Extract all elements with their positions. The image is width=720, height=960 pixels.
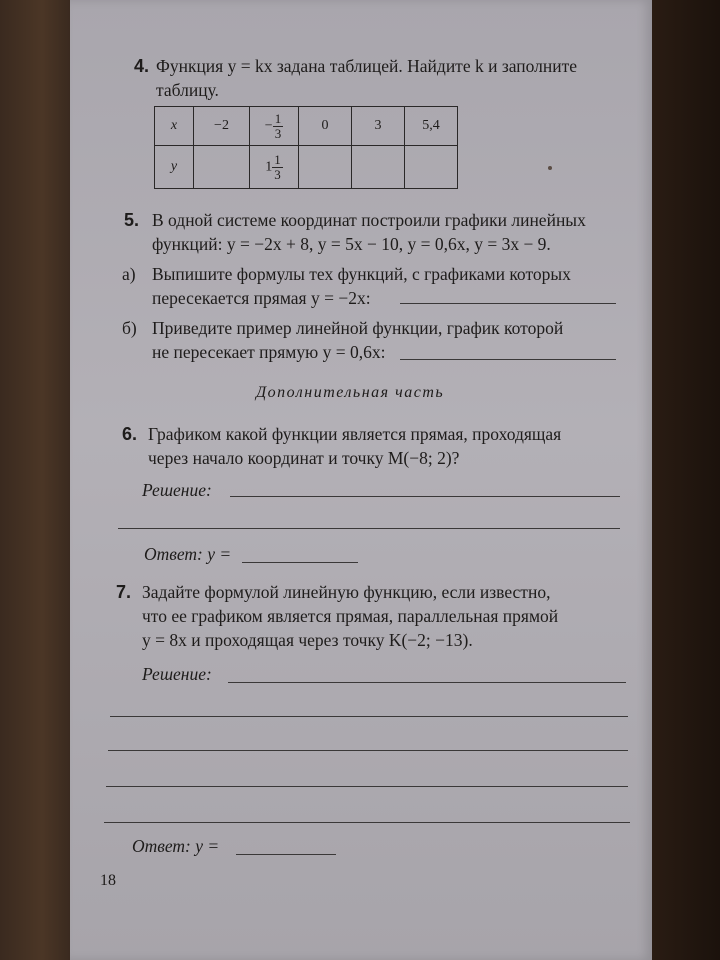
table-cell-empty[interactable]	[352, 146, 405, 189]
table-cell: 3	[352, 107, 405, 146]
solution-line[interactable]	[108, 750, 628, 751]
answer-line-a[interactable]	[400, 303, 616, 304]
table-cell-empty[interactable]	[299, 146, 352, 189]
table-cell-empty[interactable]	[405, 146, 458, 189]
table-cell-fraction	[250, 107, 299, 146]
worksheet-page	[70, 0, 652, 960]
task7-number: 7.	[116, 582, 132, 602]
solution-line[interactable]	[104, 822, 630, 823]
task5-b-label: б)	[122, 318, 137, 338]
solution-line[interactable]	[118, 528, 620, 529]
answer-line[interactable]	[236, 854, 336, 855]
task7-text-line1: Задайте формулой линейную функцию, если известно,	[142, 582, 551, 602]
task4-text-line2: таблицу.	[156, 80, 219, 100]
fraction-denominator: 3	[274, 166, 281, 182]
task7-text-line3: y = 8x и проходящая через точку K(−2; −13).	[142, 630, 473, 650]
table-cell-empty[interactable]	[194, 146, 250, 189]
task5-a-line2: пересекается прямая y = −2x:	[152, 288, 371, 308]
task6-number: 6.	[122, 424, 138, 444]
fraction-numerator: 1	[274, 151, 281, 167]
task7-solution-label: Решение:	[142, 664, 212, 684]
task6-answer-label: Ответ: y =	[144, 544, 232, 564]
solution-line[interactable]	[110, 716, 628, 717]
solution-line[interactable]	[228, 682, 626, 683]
answer-line[interactable]	[242, 562, 358, 563]
background-left	[0, 0, 70, 960]
section-title: Дополнительная часть	[256, 384, 445, 401]
task6-solution-label: Решение:	[142, 480, 212, 500]
fraction-whole: 1	[265, 159, 273, 175]
table-row-y	[155, 146, 458, 189]
task6-text-line2: через начало координат и точку M(−8; 2)?	[148, 448, 460, 468]
task4-table	[154, 106, 458, 189]
task5-text-line2: функций: y = −2x + 8, y = 5x − 10, y = 0,6x, y = 3x − 9.	[152, 234, 551, 254]
task4-number: 4.	[134, 56, 150, 76]
fraction-numerator: 1	[274, 110, 282, 126]
task5-b-line2: не пересекает прямую y = 0,6x:	[152, 342, 386, 362]
table-cell: −2	[194, 107, 250, 146]
solution-line[interactable]	[230, 496, 620, 497]
task5-a-line1: Выпишите формулы тех функций, с графиками которых	[152, 264, 571, 284]
page-number: 18	[100, 872, 116, 889]
fraction-sign: −	[264, 118, 273, 134]
background-right	[650, 0, 720, 960]
task7-text-line2: что ее графиком является прямая, параллельная прямой	[142, 606, 559, 626]
table-header-x: x	[155, 107, 194, 146]
task5-text-line1: В одной системе координат построили графики линейных	[152, 210, 586, 230]
table-cell: 0	[299, 107, 352, 146]
task5-number: 5.	[124, 210, 140, 230]
table-header-y: y	[155, 146, 194, 189]
ink-dot	[548, 166, 552, 170]
fraction-denominator: 3	[274, 125, 282, 141]
task5-b-line1: Приведите пример линейной функции, график которой	[152, 318, 564, 338]
answer-line-b[interactable]	[400, 359, 616, 360]
fraction	[272, 153, 283, 182]
task4-text-line1: Функция y = kx задана таблицей. Найдите k и заполните	[156, 56, 578, 76]
solution-line[interactable]	[106, 786, 628, 787]
task7-answer-label: Ответ: y =	[132, 836, 220, 856]
task5-a-label: а)	[122, 264, 136, 284]
table-row-x	[155, 107, 458, 146]
table-cell-fraction	[250, 146, 299, 189]
table-cell: 5,4	[405, 107, 458, 146]
fraction	[273, 112, 284, 141]
task6-text-line1: Графиком какой функции является прямая, проходящая	[148, 424, 562, 444]
